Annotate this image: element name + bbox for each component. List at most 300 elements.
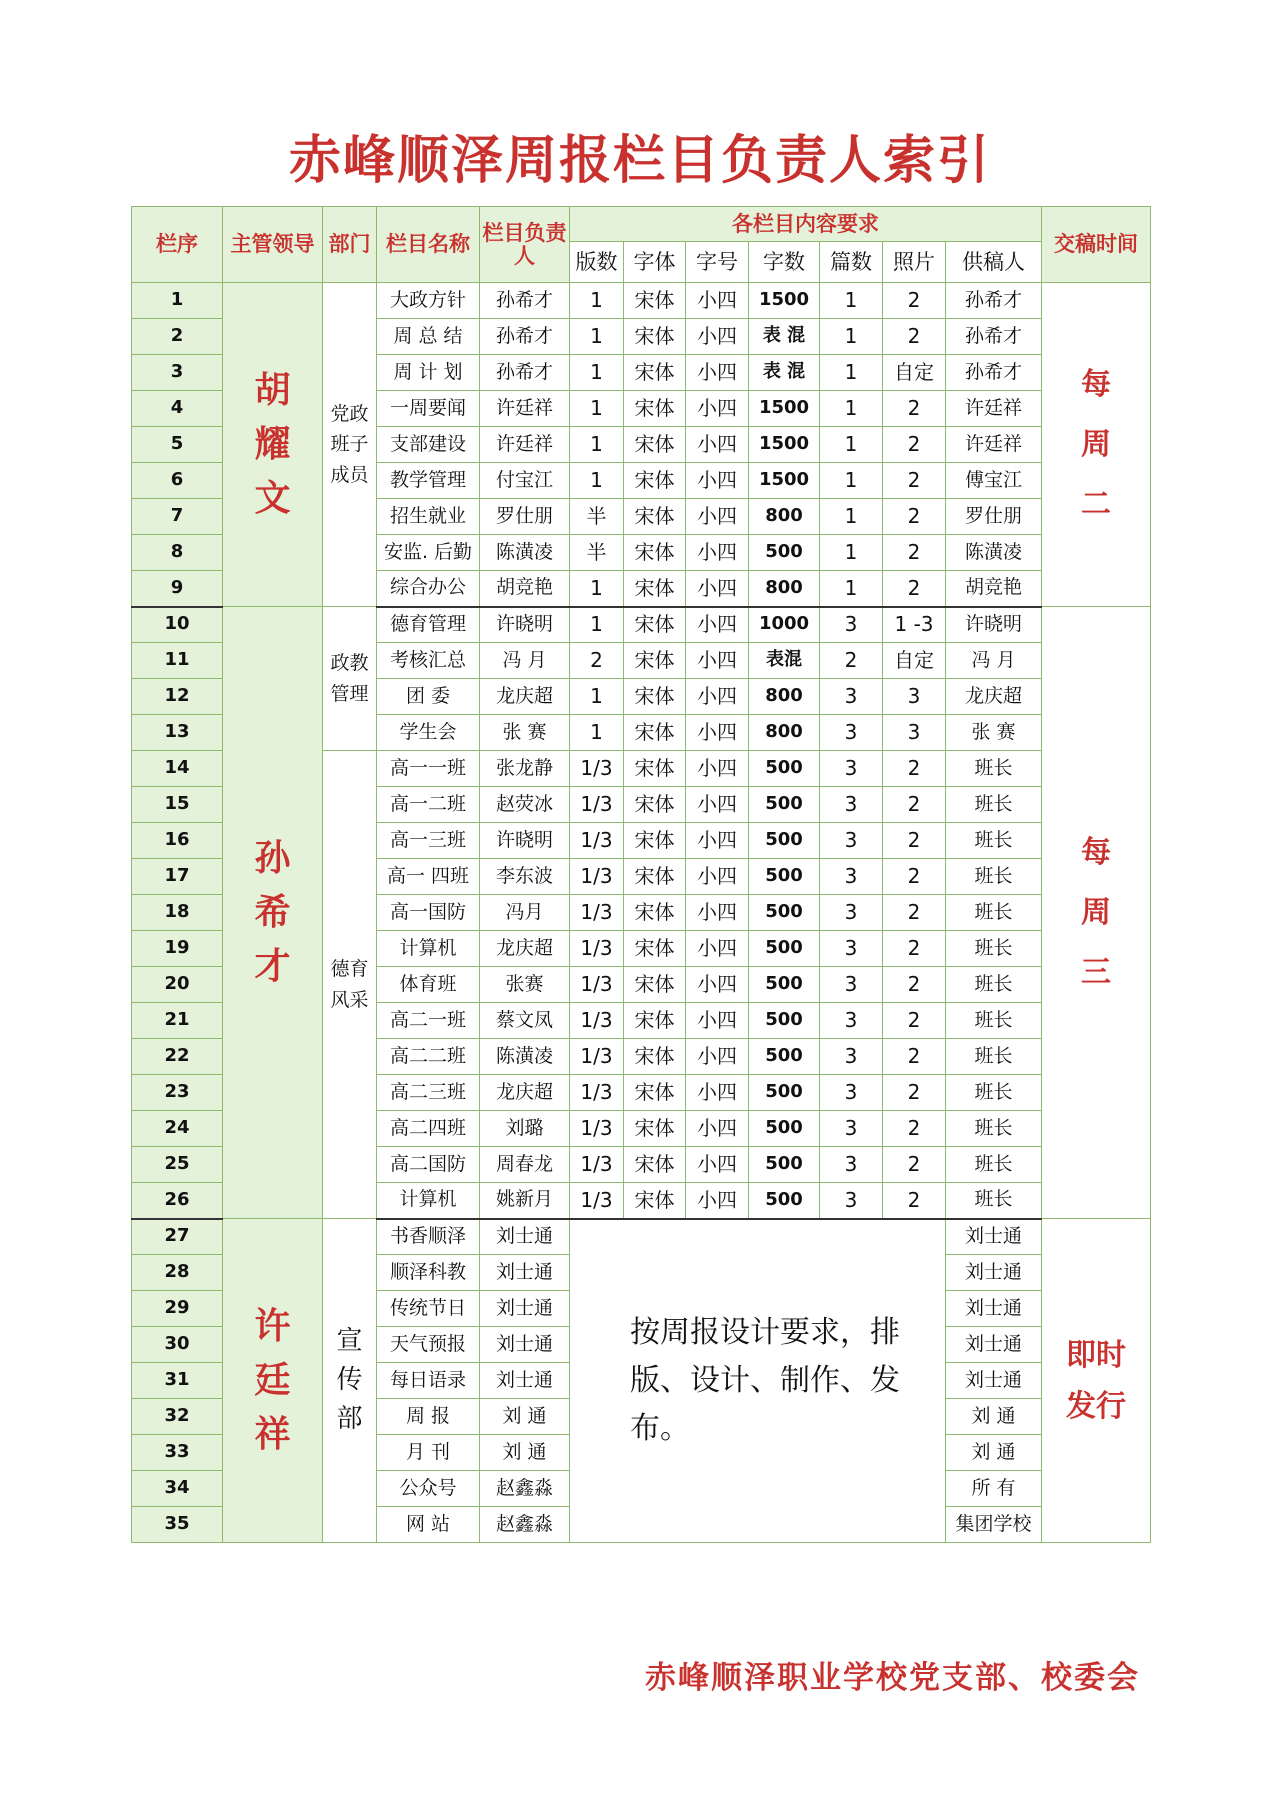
- row-seq: 24: [132, 1111, 223, 1147]
- font-value: 宋体: [624, 715, 686, 751]
- row-seq: 1: [132, 283, 223, 319]
- word-count-value: 800: [749, 679, 820, 715]
- photos-value: 2: [883, 1147, 946, 1183]
- font-value: 宋体: [624, 283, 686, 319]
- leader-cell: [223, 283, 323, 607]
- contributor-value: 许廷祥: [946, 391, 1042, 427]
- pages-value: 1: [570, 571, 624, 607]
- row-seq: 5: [132, 427, 223, 463]
- font-size-value: 小四: [686, 1111, 749, 1147]
- font-size-value: 小四: [686, 499, 749, 535]
- column-owner: 刘士通: [480, 1327, 570, 1363]
- font-value: 宋体: [624, 355, 686, 391]
- font-value: 宋体: [624, 535, 686, 571]
- contributor-value: 班长: [946, 895, 1042, 931]
- font-size-value: 小四: [686, 751, 749, 787]
- photos-value: 2: [883, 823, 946, 859]
- contributor-value: 班长: [946, 751, 1042, 787]
- articles-value: 3: [820, 1111, 883, 1147]
- word-count-value: 1500: [749, 463, 820, 499]
- column-name: 招生就业: [377, 499, 480, 535]
- contributor-value: 龙庆超: [946, 679, 1042, 715]
- font-value: 宋体: [624, 463, 686, 499]
- articles-value: 1: [820, 355, 883, 391]
- photos-value: 2: [883, 427, 946, 463]
- row-seq: 26: [132, 1183, 223, 1219]
- articles-value: 3: [820, 859, 883, 895]
- font-size-value: 小四: [686, 463, 749, 499]
- table-row: [132, 1219, 1151, 1255]
- column-name: 月 刊: [377, 1435, 480, 1471]
- pages-value: 1/3: [570, 787, 624, 823]
- column-owner: 蔡文凤: [480, 1003, 570, 1039]
- row-seq: 33: [132, 1435, 223, 1471]
- column-name: 团 委: [377, 679, 480, 715]
- contributor-value: 集团学校: [946, 1507, 1042, 1543]
- articles-value: 1: [820, 463, 883, 499]
- column-name: 每日语录: [377, 1363, 480, 1399]
- stacked-char: 周: [1081, 426, 1112, 462]
- pages-value: 1: [570, 355, 624, 391]
- contributor-value: 刘 通: [946, 1399, 1042, 1435]
- stacked-char: 才: [254, 945, 291, 987]
- contributor-value: 孙希才: [946, 355, 1042, 391]
- column-name: 高一二班: [377, 787, 480, 823]
- stacked-char: 班子: [330, 433, 369, 456]
- font-value: 宋体: [624, 1003, 686, 1039]
- contributor-value: 班长: [946, 931, 1042, 967]
- contributor-value: 傅宝江: [946, 463, 1042, 499]
- row-seq: 13: [132, 715, 223, 751]
- column-owner: 冯 月: [480, 643, 570, 679]
- column-name: 安监. 后勤: [377, 535, 480, 571]
- contributor-value: 班长: [946, 823, 1042, 859]
- pages-value: 1/3: [570, 1003, 624, 1039]
- font-size-value: 小四: [686, 1003, 749, 1039]
- leader-cell: [223, 1219, 323, 1543]
- column-owner: 李东波: [480, 859, 570, 895]
- column-name: 高二三班: [377, 1075, 480, 1111]
- contributor-value: 许晓明: [946, 607, 1042, 643]
- column-owner: 赵鑫淼: [480, 1507, 570, 1543]
- pages-value: 2: [570, 643, 624, 679]
- pages-value: 1: [570, 391, 624, 427]
- row-seq: 16: [132, 823, 223, 859]
- photos-value: 2: [883, 1003, 946, 1039]
- column-owner: 刘 通: [480, 1435, 570, 1471]
- contributor-value: 班长: [946, 1183, 1042, 1219]
- column-name: 一周要闻: [377, 391, 480, 427]
- column-owner: 龙庆超: [480, 679, 570, 715]
- word-count-value: 表 混: [749, 319, 820, 355]
- articles-value: 3: [820, 967, 883, 1003]
- font-size-value: 小四: [686, 1147, 749, 1183]
- word-count-value: 1500: [749, 391, 820, 427]
- contributor-value: 班长: [946, 1075, 1042, 1111]
- contributor-value: 所 有: [946, 1471, 1042, 1507]
- font-size-value: 小四: [686, 535, 749, 571]
- stacked-char: 发行: [1066, 1388, 1127, 1424]
- contributor-value: 班长: [946, 967, 1042, 1003]
- font-value: 宋体: [624, 967, 686, 1003]
- stacked-char: 传: [336, 1365, 363, 1395]
- row-seq: 17: [132, 859, 223, 895]
- word-count-value: 1500: [749, 427, 820, 463]
- column-owner: 许廷祥: [480, 427, 570, 463]
- contributor-value: 罗仕朋: [946, 499, 1042, 535]
- articles-value: 1: [820, 571, 883, 607]
- photos-value: 2: [883, 319, 946, 355]
- column-owner: 张龙静: [480, 751, 570, 787]
- row-seq: 19: [132, 931, 223, 967]
- articles-value: 2: [820, 643, 883, 679]
- font-size-value: 小四: [686, 319, 749, 355]
- row-seq: 29: [132, 1291, 223, 1327]
- font-size-value: 小四: [686, 1075, 749, 1111]
- photos-value: 2: [883, 895, 946, 931]
- pages-value: 1/3: [570, 895, 624, 931]
- pages-value: 1/3: [570, 823, 624, 859]
- photos-value: 2: [883, 283, 946, 319]
- word-count-value: 500: [749, 823, 820, 859]
- column-owner: 罗仕朋: [480, 499, 570, 535]
- photos-value: 2: [883, 1183, 946, 1219]
- column-name: 学生会: [377, 715, 480, 751]
- photos-value: 2: [883, 391, 946, 427]
- column-owner: 刘士通: [480, 1363, 570, 1399]
- font-value: 宋体: [624, 571, 686, 607]
- articles-value: 3: [820, 1003, 883, 1039]
- articles-value: 3: [820, 751, 883, 787]
- stacked-char: 文: [254, 477, 291, 519]
- table-body: [132, 283, 1151, 1543]
- word-count-value: 800: [749, 499, 820, 535]
- column-owner: 周春龙: [480, 1147, 570, 1183]
- font-value: 宋体: [624, 643, 686, 679]
- font-value: 宋体: [624, 1111, 686, 1147]
- column-name: 体育班: [377, 967, 480, 1003]
- contributor-value: 冯 月: [946, 643, 1042, 679]
- stacked-char: 耀: [254, 423, 291, 465]
- articles-value: 3: [820, 715, 883, 751]
- articles-value: 3: [820, 895, 883, 931]
- word-count-value: 1000: [749, 607, 820, 643]
- column-owner: 张 赛: [480, 715, 570, 751]
- dept-cell: [323, 751, 377, 1219]
- pages-value: 1: [570, 607, 624, 643]
- column-name: 计算机: [377, 1183, 480, 1219]
- word-count-value: 表 混: [749, 355, 820, 391]
- column-name: 天气预报: [377, 1327, 480, 1363]
- header-photos: 照片: [883, 242, 946, 283]
- articles-value: 1: [820, 499, 883, 535]
- contributor-value: 许廷祥: [946, 427, 1042, 463]
- pages-value: 1/3: [570, 967, 624, 1003]
- photos-value: 2: [883, 535, 946, 571]
- photos-value: 2: [883, 931, 946, 967]
- column-name: 高二一班: [377, 1003, 480, 1039]
- stacked-char: 党政: [330, 402, 369, 425]
- pages-value: 半: [570, 499, 624, 535]
- font-size-value: 小四: [686, 571, 749, 607]
- contributor-value: 班长: [946, 1003, 1042, 1039]
- stacked-char: 德育: [330, 958, 369, 981]
- photos-value: 2: [883, 571, 946, 607]
- stacked-char: 即时: [1066, 1337, 1127, 1373]
- column-owner: 许晓明: [480, 823, 570, 859]
- word-count-value: 500: [749, 1039, 820, 1075]
- font-size-value: 小四: [686, 391, 749, 427]
- font-value: 宋体: [624, 607, 686, 643]
- column-name: 高一 四班: [377, 859, 480, 895]
- pages-value: 1: [570, 319, 624, 355]
- font-size-value: 小四: [686, 1039, 749, 1075]
- contributor-value: 张 赛: [946, 715, 1042, 751]
- pages-value: 1: [570, 283, 624, 319]
- font-size-value: 小四: [686, 283, 749, 319]
- column-owner: 赵荧冰: [480, 787, 570, 823]
- word-count-value: 500: [749, 931, 820, 967]
- row-seq: 7: [132, 499, 223, 535]
- stacked-char: 廷: [254, 1359, 291, 1401]
- row-seq: 34: [132, 1471, 223, 1507]
- pages-value: 1: [570, 463, 624, 499]
- font-value: 宋体: [624, 751, 686, 787]
- articles-value: 3: [820, 931, 883, 967]
- contributor-value: 班长: [946, 859, 1042, 895]
- font-size-value: 小四: [686, 679, 749, 715]
- column-owner: 陈潢凌: [480, 1039, 570, 1075]
- header-deadline: 交稿时间: [1042, 207, 1151, 283]
- stacked-char: 孙: [254, 837, 291, 879]
- deadline-cell: [1042, 283, 1151, 607]
- row-seq: 28: [132, 1255, 223, 1291]
- row-seq: 20: [132, 967, 223, 1003]
- contributor-value: 班长: [946, 787, 1042, 823]
- header-owner: 栏目负责人: [480, 207, 570, 283]
- font-value: 宋体: [624, 427, 686, 463]
- footer-signature: 赤峰顺泽职业学校党支部、校委会: [645, 1660, 1140, 1696]
- column-owner: 赵鑫淼: [480, 1471, 570, 1507]
- photos-value: 2: [883, 1075, 946, 1111]
- articles-value: 3: [820, 679, 883, 715]
- font-value: 宋体: [624, 1183, 686, 1219]
- row-seq: 8: [132, 535, 223, 571]
- header-requirements: 各栏目内容要求: [570, 207, 1042, 242]
- contributor-value: 刘士通: [946, 1255, 1042, 1291]
- stacked-char: 许: [254, 1305, 291, 1347]
- articles-value: 3: [820, 1039, 883, 1075]
- articles-value: 1: [820, 427, 883, 463]
- font-value: 宋体: [624, 1147, 686, 1183]
- column-name: 高二国防: [377, 1147, 480, 1183]
- row-seq: 32: [132, 1399, 223, 1435]
- column-owner: 刘璐: [480, 1111, 570, 1147]
- font-size-value: 小四: [686, 787, 749, 823]
- font-size-value: 小四: [686, 859, 749, 895]
- row-seq: 22: [132, 1039, 223, 1075]
- font-size-value: 小四: [686, 823, 749, 859]
- word-count-value: 1500: [749, 283, 820, 319]
- column-name: 教学管理: [377, 463, 480, 499]
- header-column-name: 栏目名称: [377, 207, 480, 283]
- font-value: 宋体: [624, 319, 686, 355]
- column-owner: 刘士通: [480, 1291, 570, 1327]
- row-seq: 3: [132, 355, 223, 391]
- font-size-value: 小四: [686, 715, 749, 751]
- word-count-value: 500: [749, 535, 820, 571]
- row-seq: 27: [132, 1219, 223, 1255]
- font-value: 宋体: [624, 787, 686, 823]
- stacked-char: 三: [1081, 954, 1112, 990]
- word-count-value: 500: [749, 859, 820, 895]
- articles-value: 3: [820, 1183, 883, 1219]
- stacked-char: 每: [1081, 366, 1112, 402]
- photos-value: 2: [883, 1039, 946, 1075]
- header-contributor: 供稿人: [946, 242, 1042, 283]
- column-name: 传统节日: [377, 1291, 480, 1327]
- articles-value: 3: [820, 787, 883, 823]
- word-count-value: 800: [749, 571, 820, 607]
- pages-value: 1/3: [570, 1075, 624, 1111]
- column-name: 网 站: [377, 1507, 480, 1543]
- row-seq: 10: [132, 607, 223, 643]
- row-seq: 23: [132, 1075, 223, 1111]
- word-count-value: 500: [749, 787, 820, 823]
- font-value: 宋体: [624, 895, 686, 931]
- column-name: 高一三班: [377, 823, 480, 859]
- pages-value: 1/3: [570, 1039, 624, 1075]
- word-count-value: 500: [749, 895, 820, 931]
- photos-value: 2: [883, 859, 946, 895]
- row-seq: 30: [132, 1327, 223, 1363]
- word-count-value: 500: [749, 1147, 820, 1183]
- dept-cell: [323, 283, 377, 607]
- deadline-cell: [1042, 607, 1151, 1219]
- row-seq: 11: [132, 643, 223, 679]
- stacked-char: 部: [336, 1404, 363, 1434]
- page-title: 赤峰顺泽周报栏目负责人索引: [288, 130, 991, 191]
- column-index-table: [131, 206, 1151, 1543]
- contributor-value: 陈潢凌: [946, 535, 1042, 571]
- column-name: 高二四班: [377, 1111, 480, 1147]
- column-name: 考核汇总: [377, 643, 480, 679]
- contributor-value: 刘 通: [946, 1435, 1042, 1471]
- contributor-value: 刘士通: [946, 1363, 1042, 1399]
- stacked-char: 胡: [254, 369, 291, 411]
- pages-value: 1/3: [570, 1111, 624, 1147]
- column-owner: 付宝江: [480, 463, 570, 499]
- font-value: 宋体: [624, 499, 686, 535]
- photos-value: 2: [883, 499, 946, 535]
- column-name: 书香顺泽: [377, 1219, 480, 1255]
- stacked-char: 宣: [336, 1326, 363, 1356]
- font-value: 宋体: [624, 1075, 686, 1111]
- column-name: 周 报: [377, 1399, 480, 1435]
- column-owner: 许廷祥: [480, 391, 570, 427]
- header-articles: 篇数: [820, 242, 883, 283]
- header-pages: 版数: [570, 242, 624, 283]
- column-owner: 姚新月: [480, 1183, 570, 1219]
- column-owner: 刘 通: [480, 1399, 570, 1435]
- photos-value: 3: [883, 715, 946, 751]
- stacked-char: 政教: [330, 652, 369, 675]
- column-name: 大政方针: [377, 283, 480, 319]
- photos-value: 2: [883, 751, 946, 787]
- column-name: 周 总 结: [377, 319, 480, 355]
- column-name: 周 计 划: [377, 355, 480, 391]
- font-size-value: 小四: [686, 355, 749, 391]
- column-owner: 刘士通: [480, 1255, 570, 1291]
- column-name: 高二二班: [377, 1039, 480, 1075]
- row-seq: 21: [132, 1003, 223, 1039]
- column-owner: 孙希才: [480, 355, 570, 391]
- row-seq: 6: [132, 463, 223, 499]
- column-owner: 龙庆超: [480, 931, 570, 967]
- contributor-value: 刘士通: [946, 1291, 1042, 1327]
- pages-value: 1/3: [570, 931, 624, 967]
- stacked-char: 希: [254, 891, 291, 933]
- stacked-char: 成员: [330, 463, 369, 486]
- row-seq: 2: [132, 319, 223, 355]
- font-value: 宋体: [624, 679, 686, 715]
- requirements-note: 按周报设计要求，排版、设计、制作、发布。: [570, 1219, 946, 1543]
- header-leader: 主管领导: [223, 207, 323, 283]
- articles-value: 3: [820, 1147, 883, 1183]
- articles-value: 3: [820, 607, 883, 643]
- font-value: 宋体: [624, 859, 686, 895]
- photos-value: 2: [883, 463, 946, 499]
- contributor-value: 孙希才: [946, 283, 1042, 319]
- font-size-value: 小四: [686, 895, 749, 931]
- photos-value: 1 -3: [883, 607, 946, 643]
- contributor-value: 孙希才: [946, 319, 1042, 355]
- column-name: 计算机: [377, 931, 480, 967]
- photos-value: 2: [883, 1111, 946, 1147]
- contributor-value: 胡竞艳: [946, 571, 1042, 607]
- stacked-char: 周: [1081, 894, 1112, 930]
- font-size-value: 小四: [686, 643, 749, 679]
- pages-value: 半: [570, 535, 624, 571]
- column-owner: 龙庆超: [480, 1075, 570, 1111]
- stacked-char: 每: [1081, 834, 1112, 870]
- stacked-char: 管理: [330, 682, 369, 705]
- column-name: 顺泽科教: [377, 1255, 480, 1291]
- font-value: 宋体: [624, 931, 686, 967]
- word-count-value: 500: [749, 1003, 820, 1039]
- word-count-value: 表混: [749, 643, 820, 679]
- column-owner: 孙希才: [480, 319, 570, 355]
- articles-value: 3: [820, 823, 883, 859]
- column-owner: 刘士通: [480, 1219, 570, 1255]
- word-count-value: 500: [749, 751, 820, 787]
- pages-value: 1: [570, 679, 624, 715]
- font-size-value: 小四: [686, 967, 749, 1003]
- font-value: 宋体: [624, 391, 686, 427]
- row-seq: 14: [132, 751, 223, 787]
- photos-value: 自定: [883, 643, 946, 679]
- word-count-value: 800: [749, 715, 820, 751]
- stacked-char: 二: [1081, 486, 1112, 522]
- dept-cell: [323, 607, 377, 751]
- column-name: 德育管理: [377, 607, 480, 643]
- row-seq: 9: [132, 571, 223, 607]
- pages-value: 1/3: [570, 751, 624, 787]
- contributor-value: 班长: [946, 1147, 1042, 1183]
- font-value: 宋体: [624, 823, 686, 859]
- column-name: 公众号: [377, 1471, 480, 1507]
- column-owner: 冯月: [480, 895, 570, 931]
